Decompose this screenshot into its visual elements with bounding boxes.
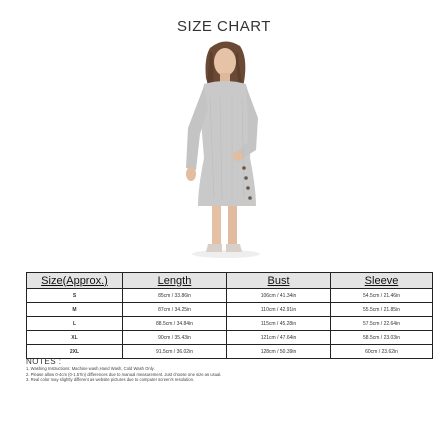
sleeve-cell: 58.5cm / 23.03in — [331, 331, 433, 345]
notes-section — [26, 357, 436, 383]
bust-cell: 121cm / 47.64in — [227, 331, 331, 345]
notes-title: NOTES : — [26, 357, 62, 366]
table-row — [27, 331, 433, 345]
length-cell: 88.5cm / 34.84in — [123, 317, 227, 331]
bust-cell: 106cm / 41.34in — [227, 289, 331, 303]
length-cell: 91.5cm / 36.02in — [123, 345, 227, 359]
size-cell: XL — [27, 331, 123, 345]
sleeve-cell: 54.5cm / 21.46in — [331, 289, 433, 303]
size-chart-table — [26, 272, 433, 359]
length-cell: 90cm / 35.43in — [123, 331, 227, 345]
table-row — [27, 303, 433, 317]
sleeve-cell: 57.5cm / 22.64in — [331, 317, 433, 331]
bust-cell: 115cm / 45.28in — [227, 317, 331, 331]
bust-cell: 110cm / 42.91in — [227, 303, 331, 317]
sleeve-cell: 55.5cm / 21.85in — [331, 303, 433, 317]
note-color: 3. Real color may slightly different as website pictures due to computer screen's resolution. — [26, 377, 195, 382]
note-measurement: 2. Please allow 0-4cm (0-1.57in) differences due to manual measurement. Just choose one size as usual. — [26, 371, 222, 377]
length-cell: 87cm / 34.25in — [123, 303, 227, 317]
size-cell: L — [27, 317, 123, 331]
note-washing: 1. Washing Instructions: Machine wash,Hand Wash, Cold Wash Only. — [26, 366, 155, 371]
size-cell: 2XL — [27, 345, 123, 359]
bust-cell: 128cm / 50.39in — [227, 345, 331, 359]
table-row — [27, 289, 433, 303]
table-row — [27, 317, 433, 331]
sleeve-cell: 60cm / 23.62in — [331, 345, 433, 359]
page-title: SIZE CHART — [177, 18, 271, 35]
column-header-bust: Bust — [227, 273, 331, 289]
column-header-length: Length — [123, 273, 227, 289]
column-header-size: Size(Approx.) — [27, 273, 123, 289]
size-cell: S — [27, 289, 123, 303]
table-header-row — [27, 273, 433, 289]
size-cell: M — [27, 303, 123, 317]
column-header-sleeve: Sleeve — [331, 273, 433, 289]
length-cell: 85cm / 33.86in — [123, 289, 227, 303]
product-photo — [160, 38, 290, 260]
